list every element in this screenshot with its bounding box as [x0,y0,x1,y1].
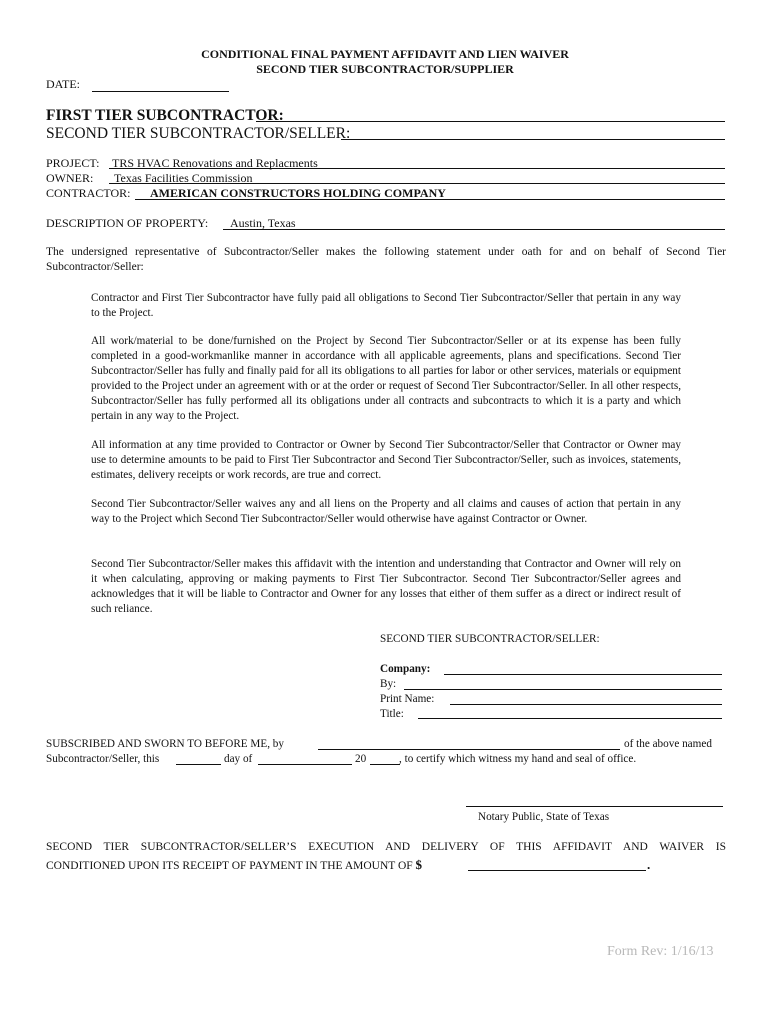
title-field[interactable] [418,718,722,719]
condition-period: . [647,857,651,872]
date-label: DATE: [46,77,80,91]
intro-paragraph: The undersigned representative of Subcontractor/Seller makes the following statement under oath for and on behalf of Second Tier Subcontractor/Seller: [46,246,726,274]
year-field[interactable] [370,764,400,765]
contractor-value: AMERICAN CONSTRUCTORS HOLDING COMPANY [150,186,446,200]
company-field[interactable] [444,674,722,675]
form-revision: Form Rev: 1/16/13 [607,944,714,959]
sworn-line2-b: day of [224,753,253,765]
day-field[interactable] [176,764,221,765]
project-value: TRS HVAC Renovations and Replacments [112,156,318,170]
second-tier-field[interactable] [341,139,725,140]
print-name-label: Print Name: [380,693,435,705]
paragraph-5: Second Tier Subcontractor/Seller makes this affidavit with the intention and understanding that Contractor and Owner will rely on it when calculating, approving or making payments to First Tier Subcontractor. Second Tier Subcontractor/Seller agrees and acknowledges that it will be liable to Contractor and Owner for any losses that either of them suffer as a direct or indirect result of such reliance. [91,558,681,616]
signature-heading: SECOND TIER SUBCONTRACTOR/SELLER: [380,633,600,645]
title-label: Title: [380,708,404,720]
owner-label: OWNER: [46,171,94,185]
paragraph-2: All work/material to be done/furnished on the Project by Second Tier Subcontractor/Seller or at its expense has been fully completed in a good-workmanlike manner in accordance with all applicable agreements, plans and specifications. Second Tier Subcontractor/Seller has fully and finally paid for all its obligations to all parties for labor or other services, materials or equipment provided to the Project under an agreement with or at the order or request of Second Tier Subcontractor/Seller. In all other respects, Subcontractor/Seller has fully performed all its obligations under all contracts and subcontracts to which it is a party and which pertain in any way to the Project. [91,335,681,423]
notary-signature-field[interactable] [466,806,723,807]
notary-label: Notary Public, State of Texas [478,811,610,823]
first-tier-field[interactable] [256,121,725,122]
form-title: CONDITIONAL FINAL PAYMENT AFFIDAVIT AND LIEN WAIVER [201,47,569,61]
sworn-line2-c: 20 [355,753,367,765]
sworn-line2-d: , to certify which witness my hand and seal of office. [399,753,637,765]
second-tier-label: SECOND TIER SUBCONTRACTOR/SELLER: [46,125,351,142]
owner-value: Texas Facilities Commission [114,171,253,185]
month-field[interactable] [258,764,352,765]
property-field[interactable] [223,229,725,230]
form-subtitle: SECOND TIER SUBCONTRACTOR/SUPPLIER [256,62,514,76]
paragraph-4: Second Tier Subcontractor/Seller waives any and all liens on the Property and all claims and causes of action that pertain in any way to the Project which Second Tier Subcontractor/Seller would otherwise have against Contractor or Owner. [91,498,681,526]
property-label: DESCRIPTION OF PROPERTY: [46,216,209,230]
payment-amount-field[interactable] [468,870,646,871]
by-field[interactable] [404,689,722,690]
print-name-field[interactable] [450,704,722,705]
contractor-label: CONTRACTOR: [46,186,131,200]
sworn-line2-a: Subcontractor/Seller, this [46,753,160,765]
company-label: Company: [380,663,431,675]
paragraph-1: Contractor and First Tier Subcontractor have fully paid all obligations to Second Tier Subcontractor/Seller that pertain in any way to the Project. [91,292,681,320]
date-field[interactable] [92,91,229,92]
dollar-sign: $ [415,857,423,872]
paragraph-3: All information at any time provided to Contractor or Owner by Second Tier Subcontractor/Seller that Contractor or Owner may use to determine amounts to be paid to First Tier Subcontractor and Second Tier Subcontractor/Seller, such as invoices, statements, estimates, delivery receipts or work records, are true and correct. [91,439,681,482]
condition-text: CONDITIONED UPON ITS RECEIPT OF PAYMENT IN THE AMOUNT OF [46,860,413,872]
by-label: By: [380,678,397,690]
condition-line-1: SECOND TIER SUBCONTRACTOR/SELLER’S EXECUTION AND DELIVERY OF THIS AFFIDAVIT AND WAIVER IS [46,841,726,853]
condition-line-2 [46,857,422,874]
first-tier-label: FIRST TIER SUBCONTRACTOR: [46,107,284,124]
sworn-prefix: SUBSCRIBED AND SWORN TO BEFORE ME, by [46,738,284,750]
property-value: Austin, Texas [230,216,296,230]
sworn-suffix: of the above named [624,738,712,750]
project-label: PROJECT: [46,156,100,170]
sworn-by-field[interactable] [318,749,620,750]
